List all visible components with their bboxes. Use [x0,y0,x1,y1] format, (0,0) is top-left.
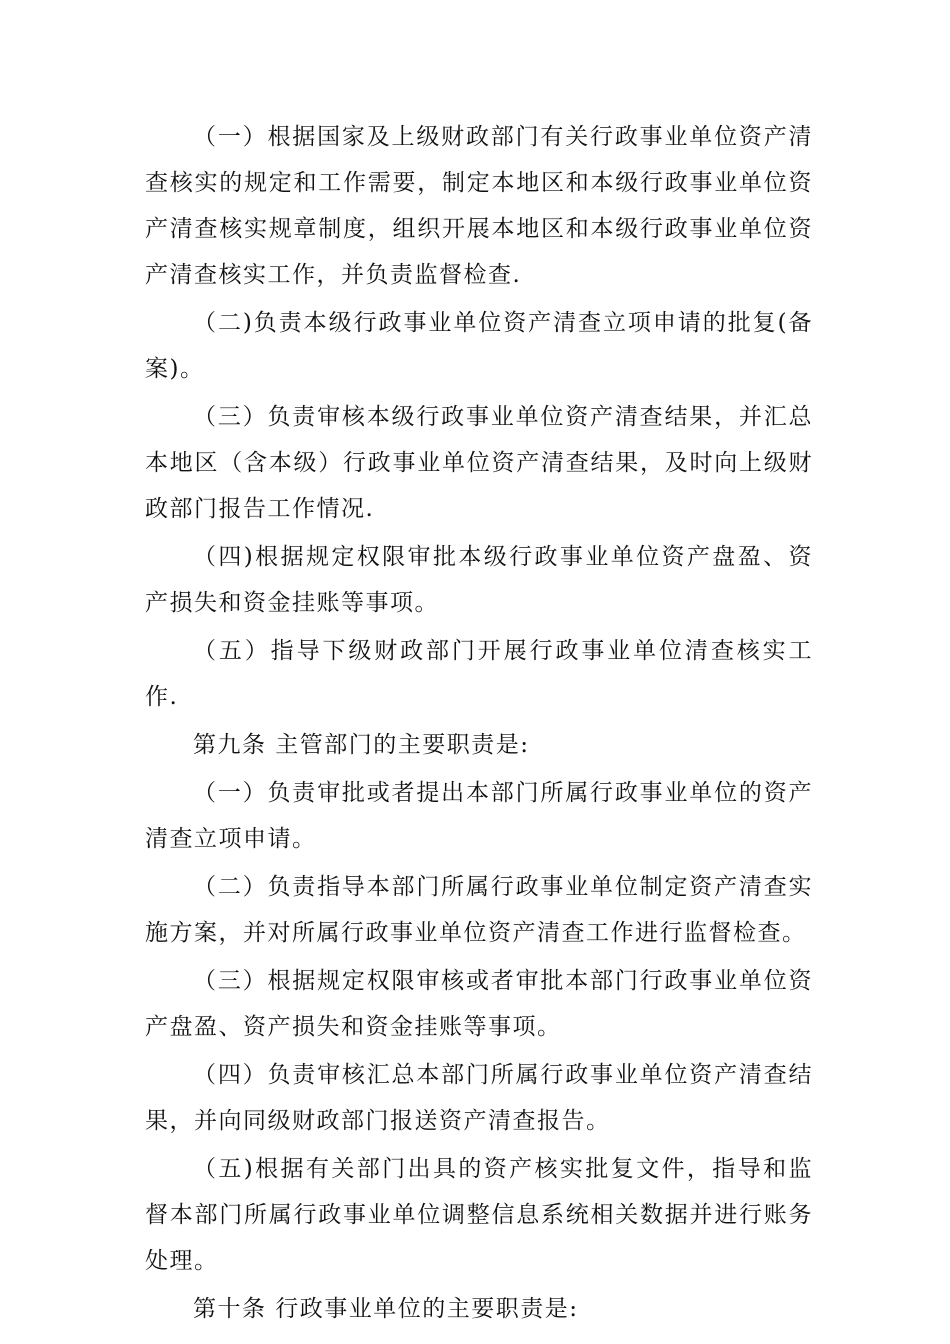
paragraph-finance-dept-1: （一）根据国家及上级财政部门有关行政事业单位资产清查核实的规定和工作需要，制定本地区和本级行政事业单位资产清查核实规章制度，组织开展本地区和本级行政事业单位资产清查核实工作，并负责监督检查. [145,124,813,288]
paragraph-competent-dept-3: （三）根据规定权限审核或者审批本部门行政事业单位资产盘盈、资产损失和资金挂账等事项。 [145,968,813,1040]
paragraph-finance-dept-5: （五）指导下级财政部门开展行政事业单位清查核实工作. [145,638,813,710]
paragraph-finance-dept-2: （二)负责本级行政事业单位资产清查立项申请的批复(备案)。 [145,310,813,382]
paragraph-finance-dept-4: （四)根据规定权限审批本级行政事业单位资产盘盈、资产损失和资金挂账等事项。 [145,544,813,616]
document-body [145,114,813,1334]
paragraph-competent-dept-4: （四）负责审核汇总本部门所属行政事业单位资产清查结果，并向同级财政部门报送资产清查报告。 [145,1062,813,1134]
paragraph-competent-dept-5: （五)根据有关部门出具的资产核实批复文件，指导和监督本部门所属行政事业单位调整信息系统相关数据并进行账务处理。 [145,1156,813,1274]
paragraph-competent-dept-2: （二）负责指导本部门所属行政事业单位制定资产清查实施方案，并对所属行政事业单位资产清查工作进行监督检查。 [145,874,813,946]
paragraph-competent-dept-1: （一）负责审批或者提出本部门所属行政事业单位的资产清查立项申请。 [145,780,813,852]
article-9-heading: 第九条 主管部门的主要职责是: [193,732,530,758]
article-10-heading: 第十条 行政事业单位的主要职责是: [193,1296,579,1322]
paragraph-finance-dept-3: （三）负责审核本级行政事业单位资产清查结果，并汇总本地区（含本级）行政事业单位资产清查结果，及时向上级财政部门报告工作情况. [145,404,813,522]
